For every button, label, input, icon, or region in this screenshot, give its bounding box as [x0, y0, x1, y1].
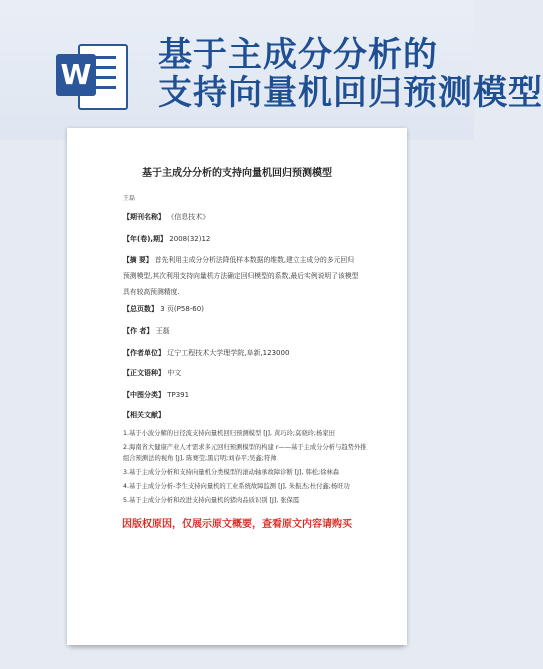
banner-title-line1: 基于主成分分析的 [158, 35, 438, 75]
author-field [123, 326, 170, 336]
word-icon [56, 42, 126, 108]
classification-value: TP391 [167, 391, 190, 399]
journal-value: 《信息技术》 [167, 213, 210, 221]
banner-title-line2: 支持向量机回归预测模型 [158, 73, 543, 113]
banner-title [158, 36, 543, 112]
language-value: 中文 [167, 369, 182, 377]
page-shadow [71, 643, 403, 649]
reference-item: 5.基于主成分分析和改进支持向量机的猪肉品质识别 [J], 张保霞 [123, 497, 300, 504]
copyright-notice: 因版权原因，仅展示原文概要，查看原文内容请购买 [122, 519, 352, 530]
year-field [123, 234, 210, 244]
language-key: 【正文语种】 [123, 369, 165, 377]
unit-key: 【作者单位】 [123, 349, 165, 357]
references-heading: 【相关文献】 [123, 411, 165, 419]
abstract-text: 首先利用主成分分析法降低样本数据的维数,建立主成分的多元回归预测模型,其次利用支持向量机方法确定回归模型的系数,最后实例说明了该模型具有较高预测精度. [123, 256, 359, 296]
classification-field [123, 390, 189, 400]
reference-item: 1.基于小波分解的日径流支持向量机回归预测模型 [J], 黄巧玲;莫晓玲;杨家田 [123, 430, 335, 437]
journal-field [123, 212, 209, 222]
document-page [67, 128, 407, 645]
reference-item: 2.海南省大健康产业人才需求多元回归预测模型的构建 r——基于主成分分析与趋势外推组合预测法的视角 [J], 陈赛莹;黑启明;刘春平;吴鑫;符帅 [123, 444, 367, 462]
author-key: 【作 者】 [123, 327, 154, 335]
references-list [123, 428, 369, 509]
unit-value: 辽宁工程技术大学理学院,阜新,123000 [167, 349, 290, 357]
author-value: 王磊 [155, 327, 170, 335]
language-field [123, 368, 181, 378]
author-line: 王磊 [123, 195, 136, 202]
year-key: 【年(卷),期】 [123, 235, 168, 243]
unit-field [123, 348, 289, 358]
document-title: 基于主成分分析的支持向量机回归预测模型 [142, 168, 332, 179]
reference-item: 4.基于主成分分析-李生支持向量机的工业系统故障监测 [J], 朱振杰;杜付鑫;杨旺功 [123, 483, 350, 490]
abstract-key: 【摘 要】 [123, 256, 153, 264]
pages-key: 【总页数】 [123, 305, 158, 313]
reference-item: 3.基于主成分分析和支持向量机分类模型的滚动轴承故障诊断 [J], 韩松;徐林森 [123, 469, 340, 476]
journal-key: 【期刊名称】 [123, 213, 165, 221]
pages-field [123, 304, 204, 314]
pages-value: 3 页(P58-60) [160, 305, 204, 313]
word-icon-letter: W [56, 54, 96, 96]
year-value: 2008(32)12 [169, 235, 211, 243]
abstract-field [123, 252, 359, 300]
classification-key: 【中图分类】 [123, 391, 165, 399]
banner [0, 0, 543, 140]
